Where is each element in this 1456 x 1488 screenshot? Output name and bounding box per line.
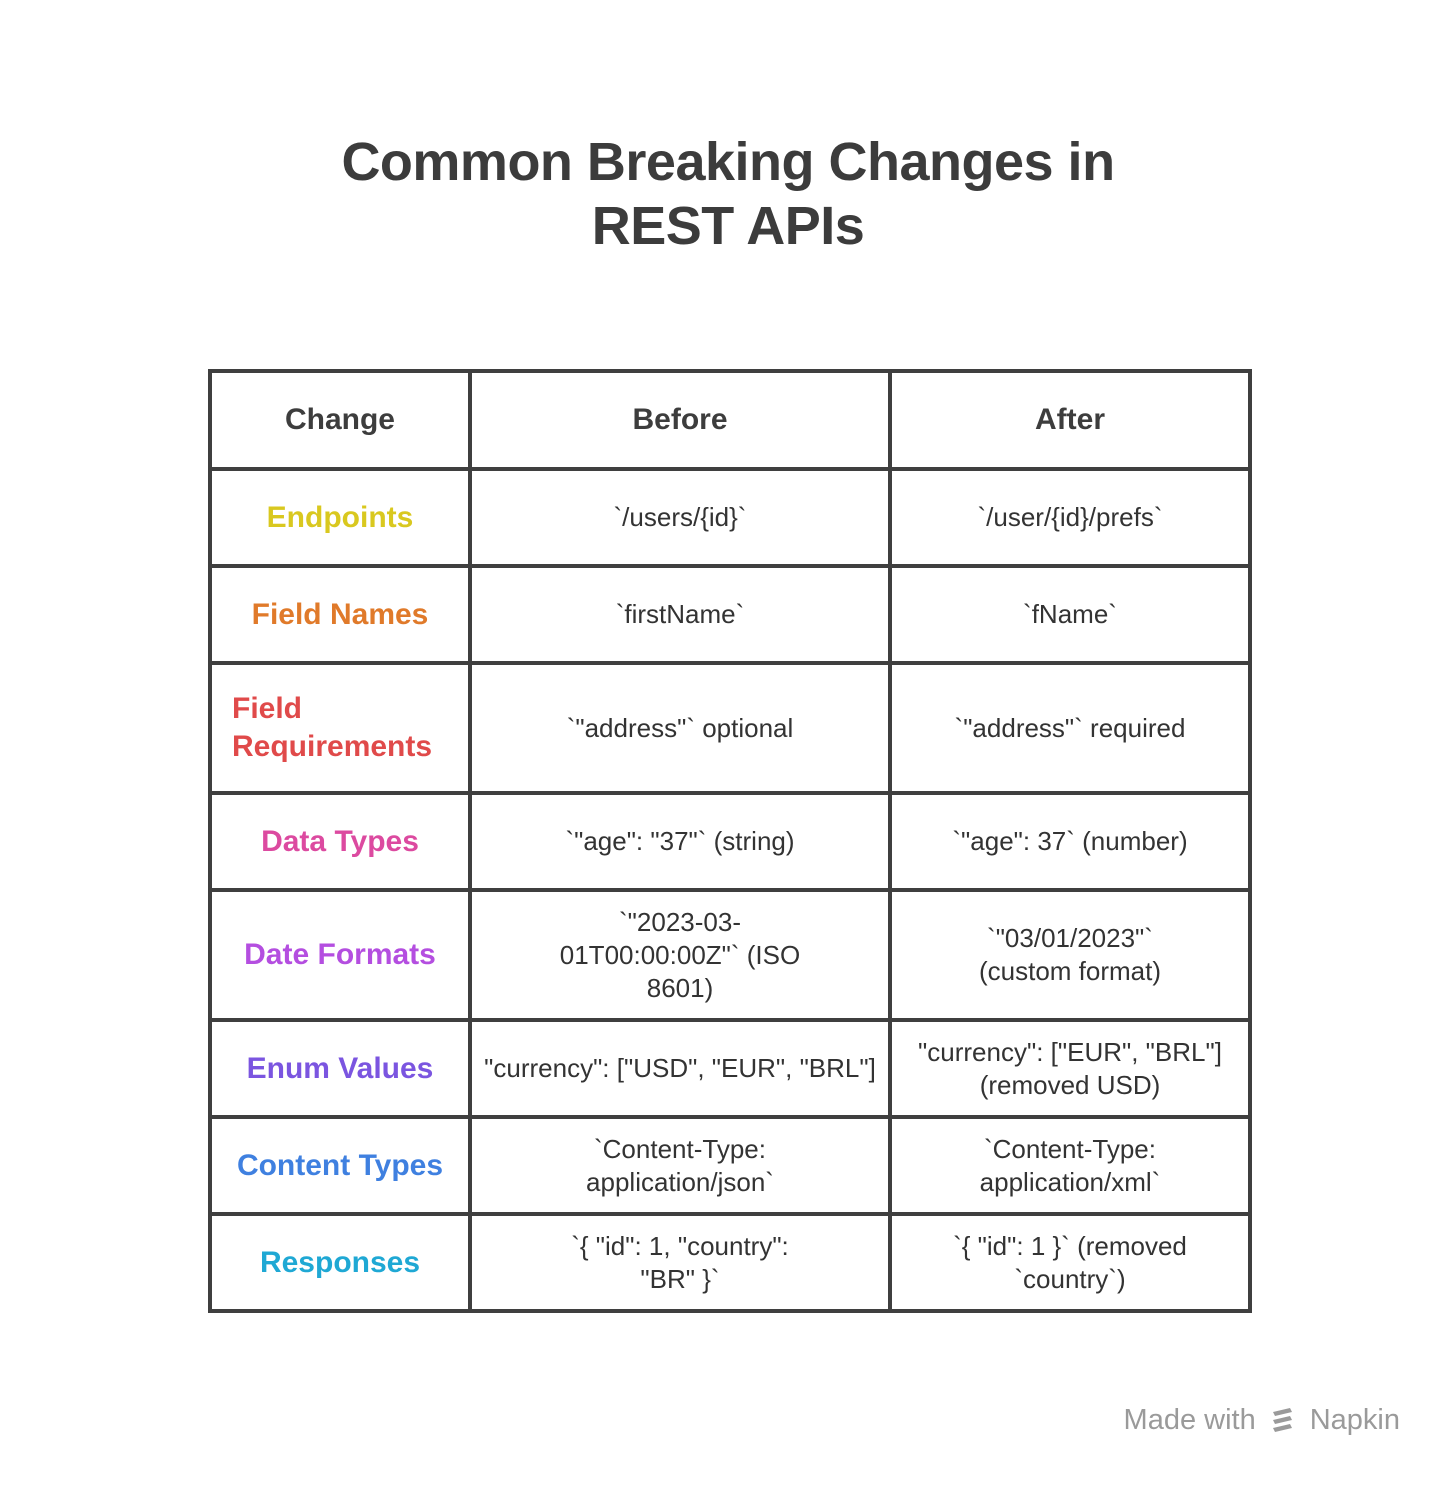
before-value: `Content-Type: application/json` (470, 1117, 890, 1214)
change-label: Content Types (210, 1117, 470, 1214)
after-value: `/user/{id}/prefs` (890, 469, 1250, 566)
after-value: `{ "id": 1 }` (removed `country`) (890, 1214, 1250, 1311)
change-label: Data Types (210, 793, 470, 890)
header-after: After (890, 371, 1250, 469)
before-value: `firstName` (470, 566, 890, 663)
title-line-2: REST APIs (591, 196, 865, 256)
change-label: Enum Values (210, 1020, 470, 1117)
breaking-changes-table (208, 369, 1252, 1313)
before-value: `"2023-03-01T00:00:00Z"` (ISO 8601) (470, 890, 890, 1020)
before-value: `{ "id": 1, "country": "BR" }` (470, 1214, 890, 1311)
title-line-1: Common Breaking Changes in (341, 132, 1115, 192)
table-row-responses (210, 1214, 1250, 1311)
change-label: Field Requirements (210, 663, 470, 793)
header-change: Change (210, 371, 470, 469)
breaking-changes-table-container (208, 369, 1248, 1313)
after-value: `fName` (890, 566, 1250, 663)
table-header-row (210, 371, 1250, 469)
napkin-brand-text: Napkin (1309, 1404, 1400, 1436)
change-label: Field Names (210, 566, 470, 663)
header-before: Before (470, 371, 890, 469)
after-value: `"03/01/2023"` (custom format) (890, 890, 1250, 1020)
change-label: Date Formats (210, 890, 470, 1020)
table-row-data-types (210, 793, 1250, 890)
after-value: "currency": ["EUR", "BRL"] (removed USD) (890, 1020, 1250, 1117)
before-value: `"age": "37"` (string) (470, 793, 890, 890)
table-row-field-names (210, 566, 1250, 663)
made-with-text: Made with (1123, 1404, 1256, 1436)
before-value: `"address"` optional (470, 663, 890, 793)
after-value: `Content-Type: application/xml` (890, 1117, 1250, 1214)
made-with-napkin-badge[interactable] (1124, 1404, 1400, 1437)
napkin-logo-icon (1270, 1406, 1296, 1436)
after-value: `"address"` required (890, 663, 1250, 793)
change-label: Endpoints (210, 469, 470, 566)
table-row-field-requirements (210, 663, 1250, 793)
table-row-date-formats (210, 890, 1250, 1020)
before-value: "currency": ["USD", "EUR", "BRL"] (470, 1020, 890, 1117)
table-row-enum-values (210, 1020, 1250, 1117)
change-label: Responses (210, 1214, 470, 1311)
table-row-endpoints (210, 469, 1250, 566)
table-row-content-types (210, 1117, 1250, 1214)
before-value: `/users/{id}` (470, 469, 890, 566)
page-title (0, 130, 1456, 258)
after-value: `"age": 37` (number) (890, 793, 1250, 890)
